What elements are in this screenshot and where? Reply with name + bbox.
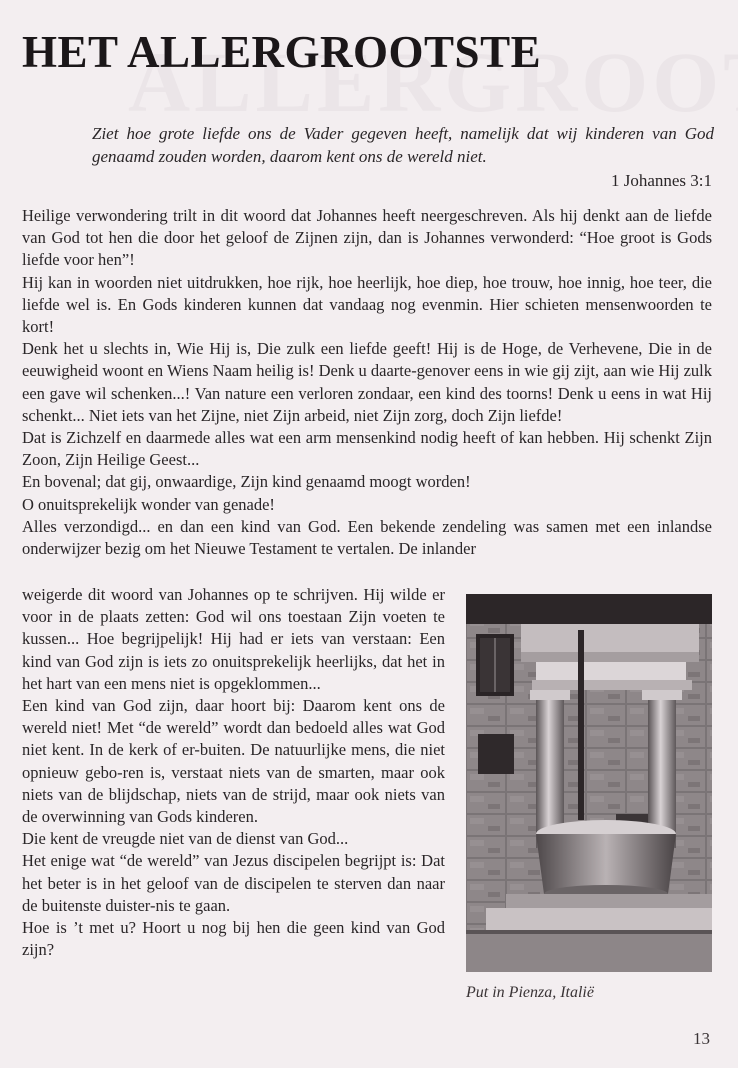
paragraph: Denk het u slechts in, Wie Hij is, Die zulk een liefde geeft! Hij is de Hoge, de Verhevene, Die in de eeuwigheid woont en Wiens Naam heilig is! Denk u daarte-genover eens in wie gij zijt, aan wie Hij zulk een gave wil schenken...! Van nature een verloren zondaar, een kind des toorns! Denk u eens in wat Hij schenkt... Niet iets van het Zijne, niet Zijn arbeid, niet Zijn zorg, doch Zijn liefde! [22,339,712,425]
body-text-left-column [22,584,445,961]
paragraph: Hij kan in woorden niet uitdrukken, hoe rijk, hoe heerlijk, hoe diep, hoe trouw, hoe innig, hoe teer, die liefde wel is. En Gods kinderen kunnen dat vandaag nog evenmin. Hier schieten mensenwoorden te kort! [22,272,712,337]
paragraph: Dat is Zichzelf en daarmede alles wat een arm mensenkind nodig heeft of kan hebben. Hij schenkt Zijn Zoon, Zijn Heilige Geest... [22,428,712,470]
paragraph: En bovenal; dat gij, onwaardige, Zijn kind genaamd moogt worden! [22,472,471,492]
photo-caption: Put in Pienza, Italië [466,984,594,1001]
paragraph: O onuitsprekelijk wonder van genade! [22,494,275,514]
epigraph-reference: 1 Johannes 3:1 [610,171,712,190]
well-photo [466,594,712,972]
paragraph: Heilige verwondering trilt in dit woord dat Johannes heeft neergeschreven. Als hij denkt aan de liefde van God tot hen die door het geloof de Zijnen zijn, dan is Johannes verwonderd: “Hoe groot is Gods liefde voor hen”! [22,206,712,270]
paragraph: Hoe is ’t met u? Hoort u nog bij hen die geen kind van God zijn? [22,918,445,960]
page-title: HET ALLERGROOTSTE [22,27,542,77]
paragraph: Alles verzondigd... en dan een kind van God. Een bekende zendeling was samen met een inlandse onderwijzer bezig om het Nieuwe Testament te vertalen. De inlander [22,516,712,559]
page-number: 13 [693,1029,710,1048]
paragraph: Een kind van God zijn, daar hoort bij: Daarom kent ons de wereld niet! Met “de wereld” wordt dan bedoeld alles wat God niet kent. In de kerk of er-buiten. De natuurlijke mens, die niet opnieuw gebo-ren is, verstaat niets van de smarten, maar ook niets van de blijdschap, niets van de strijd, maar ook niets van de overwinning van Gods kinderen. [22,696,445,827]
paragraph: Die kent de vreugde niet van de dienst van God... [22,829,349,849]
body-text-full-width [22,205,712,560]
paragraph: Het enige wat “de wereld” van Jezus discipelen begrijpt is: Dat het beter is in het geloof van de discipelen te sterven dan naar de buitenste duister-nis te gaan. [22,851,445,915]
paragraph: weigerde dit woord van Johannes op te schrijven. Hij wilde er voor in de plaats zetten: God wil ons toestaan Zijn voeten te kussen... Hoe begrijpelijk! Hij had er iets van verstaan: Een kind van God zijn is iets zo onuitsprekelijk heerlijks, dat het in het hart van een mens niet is opgeklommen... [22,585,445,693]
epigraph-text: Ziet hoe grote liefde ons de Vader gegeven heeft, namelijk dat wij kinderen van God genaamd zouden worden, daarom kent ons de wereld niet. [92,124,714,166]
